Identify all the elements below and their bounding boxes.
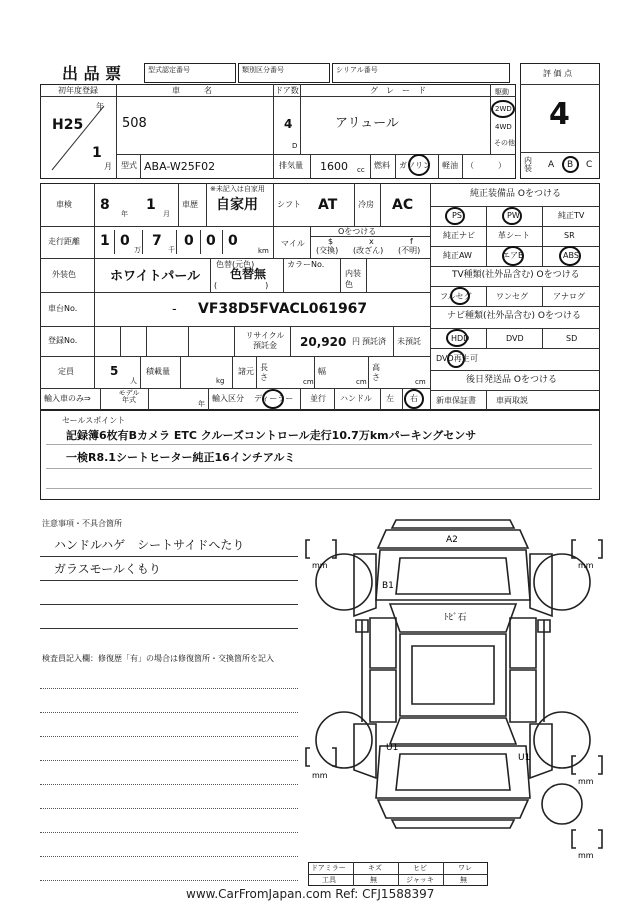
- handle-right-circle: [404, 389, 424, 409]
- legend-value-4: 無: [460, 876, 467, 884]
- interior-a: A: [548, 160, 555, 170]
- exterior-value: ホワイトパール: [110, 269, 201, 284]
- tv-fullseg: フルセグ: [440, 292, 472, 301]
- equip-navi: 純正ナビ: [443, 231, 475, 240]
- displacement-label: 排気量: [279, 161, 303, 170]
- mark-center: ﾄﾋﾞ石: [444, 613, 467, 623]
- serial-label: シリアル番号: [336, 66, 378, 74]
- first-reg-year-unit: 年: [96, 102, 104, 111]
- height-label: 高さ: [372, 363, 380, 382]
- chassis-label: 車台No.: [48, 304, 78, 313]
- shaken-month: 1: [146, 197, 156, 213]
- tv-fullseg-circle: [450, 287, 470, 305]
- meter-sym-1: $: [328, 237, 334, 246]
- first-reg-month-unit: 月: [104, 162, 112, 171]
- mark-u1-right: U1: [518, 753, 531, 763]
- after-warranty: 新車保証書: [436, 396, 476, 405]
- doors-label: ドア数: [275, 86, 299, 95]
- doors-unit: D: [292, 142, 298, 150]
- mm-spare: mm: [578, 851, 594, 860]
- inspector-label: 検査員記入欄：修復歴「有」の場合は修復箇所・交換箇所を記入: [42, 654, 274, 663]
- mileage-digit-1: 1: [100, 233, 110, 249]
- aircon-value: AC: [392, 197, 414, 213]
- length-label: 長さ: [260, 363, 268, 382]
- equip-ps: PS: [452, 211, 462, 220]
- notes-line2: ガラスモールくもり: [54, 562, 161, 576]
- navi-hdd-circle: [446, 329, 468, 347]
- shareki-label: 車歴: [182, 200, 198, 209]
- sales-points-line2: 一検R8.1シートヒーター純正16インチアルミ: [66, 451, 296, 464]
- shaken-month-unit: 月: [163, 210, 170, 218]
- shift-label: シフト: [277, 200, 301, 209]
- interior-label: 内装: [524, 156, 532, 173]
- mark-u1-left: U1: [386, 743, 399, 753]
- meter-tamper: (改ざん): [353, 246, 384, 255]
- navi-dvd: DVD: [506, 334, 524, 343]
- navi-title: ナビ種類(社外品含む) Oをつける: [447, 311, 581, 321]
- original-color-label: 色替(元色): [216, 260, 255, 269]
- form-title: 出 品 票: [62, 64, 122, 83]
- reg-no-label: 登録No.: [48, 336, 78, 345]
- meter-mark-label: Oをつける: [338, 227, 377, 236]
- footer-watermark: www.CarFromJapan.com Ref: CFJ1588397: [186, 887, 435, 901]
- after-title: 後日発送品 Oをつける: [466, 375, 557, 385]
- mileage-man: 万: [134, 246, 141, 254]
- legend-header-3: ヒビ: [413, 864, 427, 872]
- drive-2wd-circle: [491, 100, 515, 118]
- equip-airbag-circle: [502, 246, 524, 266]
- shaken-year-unit: 年: [121, 210, 128, 218]
- sales-points-line1: 記録簿6枚有Bカメラ ETC クルーズコントロール走行10.7万kmパーキングセンサ: [66, 429, 477, 442]
- grade-value: アリュール: [335, 116, 399, 131]
- mileage-digit-4: 0: [184, 233, 194, 249]
- car-name-value: 508: [122, 116, 147, 131]
- chassis-dash: -: [172, 302, 177, 317]
- mileage-digit-3: 7: [152, 233, 162, 249]
- interior-b: B: [567, 160, 574, 170]
- model-label: 型式: [121, 161, 137, 170]
- recycle-paid: 預託済: [362, 337, 386, 346]
- drive-4wd: 4WD: [495, 123, 512, 131]
- fuel-label: 燃料: [374, 161, 390, 170]
- equip-ps-circle: [445, 207, 465, 225]
- mm-front-right: mm: [578, 561, 594, 570]
- drive-other: その他: [494, 139, 515, 147]
- shift-value: AT: [318, 197, 338, 213]
- doors-value: 4: [284, 117, 293, 131]
- drive-2wd: 2WD: [495, 105, 512, 113]
- shaken-label: 車検: [56, 200, 72, 209]
- shareki-note: ※未記入は自家用: [210, 185, 265, 193]
- interior-b-circle: [562, 156, 579, 173]
- rating-value: 4: [549, 97, 570, 132]
- drive-label: 駆動: [495, 88, 509, 96]
- dvd-label: DVD再生: [436, 354, 470, 363]
- notes-line1: ハンドルハゲ シートサイドへたり: [54, 538, 245, 552]
- equip-sr: SR: [564, 231, 575, 240]
- mileage-digit-5: 0: [206, 233, 216, 249]
- mileage-digit-2: 0: [120, 233, 130, 249]
- tv-oneseg: ワンセグ: [496, 292, 528, 301]
- parallel-import: 並行: [310, 394, 326, 403]
- mm-rear-left: mm: [312, 771, 328, 780]
- interior-color-label: 内装色: [345, 269, 361, 289]
- recycle-value: 20,920: [300, 335, 347, 349]
- meter-swap: (交換): [316, 246, 339, 255]
- legend-value-3: ジャッキ: [406, 876, 434, 884]
- aircon-label: 冷房: [358, 200, 374, 209]
- mm-front-left: mm: [312, 561, 328, 570]
- model-year-unit: 年: [198, 400, 205, 408]
- exterior-label: 外装色: [52, 270, 76, 279]
- color-no-label: カラーNo.: [287, 260, 325, 269]
- mileage-label: 走行距離: [48, 237, 80, 246]
- loading-unit: kg: [216, 377, 225, 385]
- equipment-title: 純正装備品 Oをつける: [470, 189, 561, 199]
- legend-header-2: キズ: [368, 864, 382, 872]
- equip-tv: 純正TV: [558, 211, 585, 220]
- mark-b1: B1: [382, 581, 394, 591]
- grade-label: グ レ ー ド: [370, 86, 426, 95]
- mm-rear-right: mm: [578, 777, 594, 786]
- import-dealer: ディーラー: [254, 394, 294, 403]
- meter-sym-2: x: [369, 237, 374, 246]
- dims-label: 諸元: [238, 367, 254, 376]
- mark-a2: A2: [446, 535, 458, 545]
- mileage-km: km: [258, 247, 269, 255]
- navi-sd: SD: [566, 334, 578, 343]
- fuel-diesel: 軽油: [442, 161, 458, 170]
- car-diagram: [300, 508, 620, 878]
- handle-left: 左: [386, 394, 394, 403]
- equip-pw-circle: [502, 207, 522, 225]
- interior-c: C: [586, 160, 593, 170]
- capacity-value: 5: [110, 364, 119, 378]
- fuel-gasoline: ガソリン: [399, 161, 431, 170]
- first-reg-label: 初年度登録: [58, 86, 98, 95]
- import-dealer-circle: [262, 389, 284, 409]
- legend-header-1: ドアミラー: [311, 864, 346, 872]
- loading-label: 積載量: [146, 367, 170, 376]
- legend-header-4: ワレ: [458, 864, 472, 872]
- original-color-value: 色替無: [230, 267, 267, 281]
- length-unit: cm: [303, 378, 314, 386]
- mileage-digit-6: 0: [228, 233, 238, 249]
- sales-points-label: セールスポイント: [62, 416, 126, 425]
- first-reg-month: 1: [92, 145, 102, 161]
- recycle-unpaid: 未預託: [397, 337, 421, 346]
- model-value: ABA-W25F02: [144, 160, 216, 173]
- equip-abs-circle: [559, 246, 581, 266]
- capacity-unit: 人: [130, 377, 137, 385]
- notes-label: 注意事項・不具合箇所: [42, 519, 122, 528]
- equip-aw: 純正AW: [443, 251, 472, 260]
- car-name-label: 車 名: [172, 86, 212, 95]
- displacement-value: 1600: [320, 160, 348, 173]
- displacement-unit: cc: [357, 166, 365, 174]
- shareki-value: 自家用: [216, 197, 258, 213]
- tv-title: TV種類(社外品含む) Oをつける: [452, 270, 580, 280]
- meter-sym-3: f: [410, 237, 413, 246]
- navi-hdd: HDD: [451, 334, 470, 343]
- rating-label: 評 価 点: [543, 69, 573, 78]
- legend-value-1: 工具: [322, 876, 336, 884]
- handle-label: ハンドル: [340, 394, 372, 403]
- mileage-sen: 千: [168, 246, 175, 254]
- equip-abs: ABS: [563, 251, 579, 260]
- import-type-label: 輸入区分: [212, 394, 244, 403]
- width-unit: cm: [356, 378, 367, 386]
- capacity-label: 定員: [58, 367, 74, 376]
- shaken-year: 8: [100, 197, 110, 213]
- legend-value-2: 無: [370, 876, 377, 884]
- fuel-gasoline-circle: [408, 154, 430, 176]
- equip-leather: 革シート: [498, 231, 530, 240]
- ruibetsu-label: 類別区分番号: [242, 66, 284, 74]
- after-manual: 車両取説: [496, 396, 528, 405]
- recycle-label: リサイクル預託金: [245, 331, 285, 350]
- dvd-circle: [447, 350, 465, 368]
- dvd-value: 可: [470, 354, 478, 363]
- original-color-paren: ( ): [214, 281, 269, 290]
- width-label: 幅: [318, 367, 326, 376]
- first-reg-year: H25: [52, 117, 84, 133]
- meter-unknown: (不明): [398, 246, 421, 255]
- fuel-paren: （ ）: [466, 161, 506, 170]
- model-year-label: モデル年式: [118, 389, 140, 404]
- equip-airbag: エアB: [502, 251, 524, 260]
- import-label: 輸入車のみ⇒: [44, 394, 91, 403]
- handle-right: 右: [410, 394, 418, 403]
- equip-pw: PW: [507, 211, 520, 220]
- height-unit: cm: [415, 378, 426, 386]
- chassis-value: VF38D5FVACL061967: [198, 301, 368, 317]
- mile-label: マイル: [281, 239, 305, 248]
- recycle-unit: 円: [352, 337, 360, 346]
- tv-analog: アナログ: [553, 292, 585, 301]
- katashiki-label: 型式認定番号: [148, 66, 190, 74]
